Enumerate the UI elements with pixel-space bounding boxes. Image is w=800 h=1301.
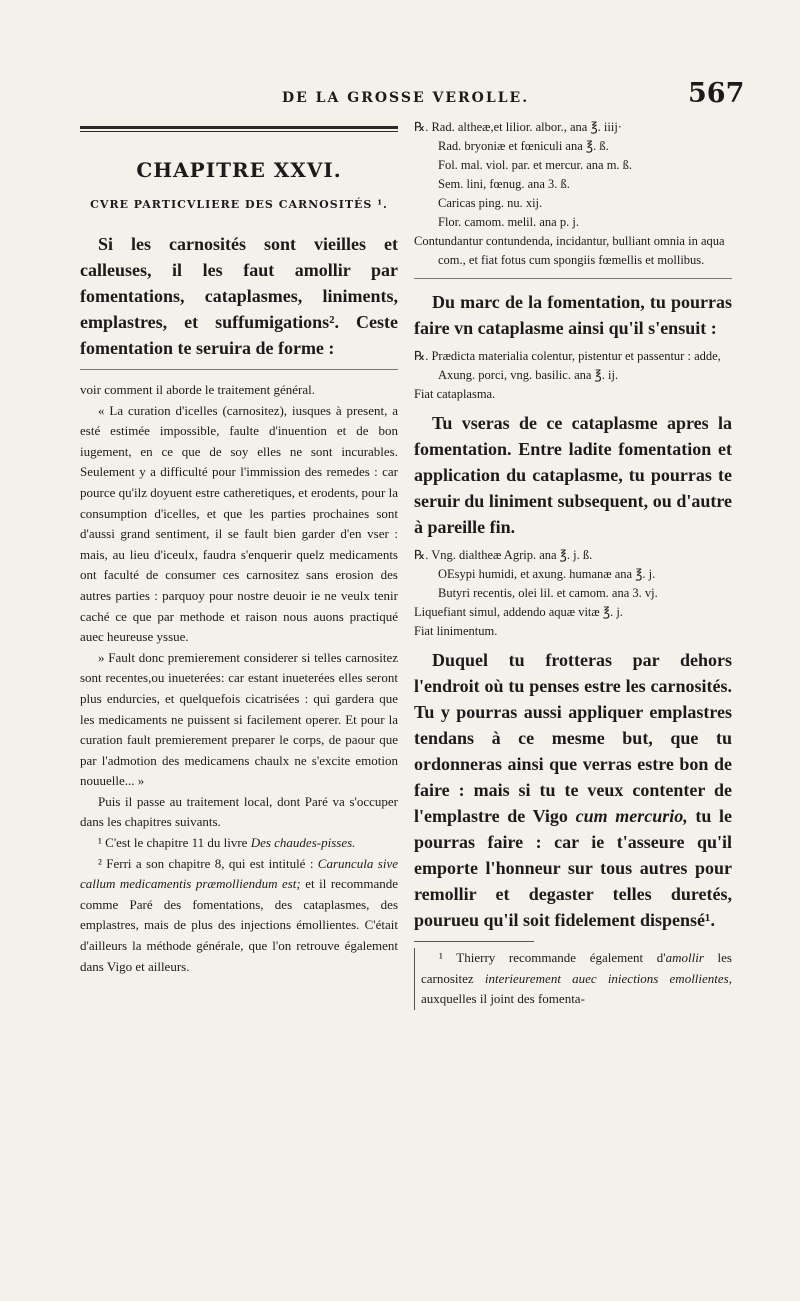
recipe-fomentation [414,118,732,270]
recipe-line: ℞. Vng. dialtheæ Agrip. ana ℥. j. ß. [414,548,593,562]
right-column [414,118,732,1010]
recipe-line: Axung. porci, vng. basilic. ana ℥. ij. [438,368,619,382]
note-paragraph: voir comment il aborde le traitement général. [80,382,315,397]
chapter-title: CHAPITRE XXVI. [136,158,342,182]
page-number: 567 [688,78,745,109]
recipe-line: Fiat linimentum. [414,624,498,638]
recipe-line: ℞. Rad. altheæ,et lilior. albor., ana ℥. iiij· [414,120,622,134]
running-head: DE LA GROSSE VEROLLE. [282,90,530,106]
recipe-line: Caricas ping. nu. xij. [438,196,543,210]
footnote-text: auxquelles il joint des fomenta- [421,991,585,1007]
body-paragraph [414,647,732,933]
footnote-paragraph [421,948,732,1010]
recipe-line: Butyri recentis, olei lil. et camom. ana 3. vj. [438,586,658,600]
footnote-italic: interieurement auec iniections emollientes, [484,970,732,986]
recipe-liniment [414,546,732,641]
text-divider [414,278,732,279]
note-paragraph: « La curation d'icelles (carnositez), iusques à present, a esté estimée impossible, faulte d'inuention et de bon iugement, en ce que de soy elles ne sont incurables. Seulement y a difficulté pour l'immission des remedes : car pource qu'ilz doyuent estre catheretiques, et erodents, pour la consumption d'icelles, et que les parties prochaines sont d'aussi grand sentiment, il se fault bien garder d'en vser : mais, au lieu d'iceulx, faudra s'enquerir quelz medicaments ont faculté de consumer ces carnositez sans erosion des autres parties : parquoy pour nostre deuoir ie ne veulx tenir caché ce que par methode et raison nous auons practiqué auec heureuse yssue. [80,402,398,645]
footnote-text: ¹ Thierry recommande également d' [439,950,666,965]
recipe-line: Rad. bryoniæ et fœniculi ana ℥. ß. [438,139,609,153]
chapter-intro-text [80,231,398,361]
recipe-line: Fol. mal. viol. par. et mercur. ana m. ß. [438,158,633,172]
note-paragraph: » Fault donc premierement considerer si telles carnositez sont recentes,ou inueterées: car estant inueterées elles seront plus endurcies, et quelquefois cicatrisées : qui gardera que les medicaments ne puissent si facilement operer. Et pour la curation fault premierement preparer le corps, de paour que par l'admotion des medicamens chaulx ne s'excite emotion nouuelle... » [80,649,398,789]
chapter-subtitle: CVRE PARTICVLIERE DES CARNOSITÉS ¹. [90,198,388,211]
footnote-2 [80,854,398,978]
recipe-cataplasm [414,347,732,404]
recipe-line: ℞. Prædicta materialia colentur, pistentur et passentur : adde, [414,349,721,363]
footnote-separator [414,941,534,942]
body-italic: cum mercurio, [575,806,688,826]
note-paragraph: Puis il passe au traitement local, dont Paré va s'occuper dans les chapitres suivants. [80,793,398,830]
footnote-text: et il recommande comme Paré des fomentations, des cataplasmes, des emplastres, mais de plus des injections émollientes. C'était d'ailleurs la méthode générale, que l'on retrouve également dans Vigo et ailleurs. [80,876,398,974]
left-column [80,118,398,977]
footnote-italic: Des chaudes-pisses. [250,835,356,851]
footnote-italic: Caruncula sive callum medicamentis præmolliendum est; [80,855,398,892]
body-text: tu le pourras faire : car ie t'asseure qu'il emporte l'honneur sur tous autres pour remollir et degaster telles duretés, pourueu qu'il soit fidelement dispensé¹. [414,806,732,930]
recipe-line: Flor. camom. melil. ana p. j. [438,215,579,229]
footnote-italic: amollir [665,950,704,965]
recipe-line: OEsypi humidi, et axung. humanæ ana ℥. j. [438,567,656,581]
chapter-rule-thin [80,131,398,132]
recipe-line: Fiat cataplasma. [414,387,496,401]
cataplasm-intro [414,289,732,341]
body-paragraph: Du marc de la fomentation, tu pourras faire vn cataplasme ainsi qu'il s'ensuit : [414,292,732,338]
editor-notes [80,380,398,977]
recipe-line: Sem. lini, fœnug. ana 3. ß. [438,177,570,191]
footnote-thierry [414,948,732,1010]
text-divider [80,369,398,370]
recipe-line: Contundantur contundenda, incidantur, bulliant omnia in aqua com., et fiat fotus cum spongiis fœmellis et mollibus. [414,234,725,267]
footnote-text: les carnositez [421,950,732,986]
body-paragraph: Tu vseras de ce cataplasme apres la fomentation. Entre ladite fomentation et application du cataplasme, tu pourras te seruir du liniment subsequent, ou d'autre à pareille fin. [414,413,732,537]
body-text: Duquel tu frotteras par dehors l'endroit où tu penses estre les carnosités. Tu y pourras aussi appliquer emplastres tendans à ce mesme but, que tu ordonneras ainsi que verras estre bon de faire : mais si tu te veux contenter de l'emplastre de Vigo [414,650,732,826]
liniment-intro [414,410,732,540]
plaster-paragraph [414,647,732,933]
chapter-rule-thick [80,126,398,129]
footnote-1 [80,833,398,854]
footnote-text: ¹ C'est le chapitre 11 du livre [98,835,251,851]
intro-paragraph: Si les carnosités sont vieilles et calleuses, il les faut amollir par fomentations, cataplasmes, liniments, emplastres, et suffumigations². Ceste fomentation te seruira de forme : [80,234,398,358]
recipe-line: Liquefiant simul, addendo aquæ vitæ ℥. j. [414,605,623,619]
footnote-text: ² Ferri a son chapitre 8, qui est intitulé : [98,855,318,871]
